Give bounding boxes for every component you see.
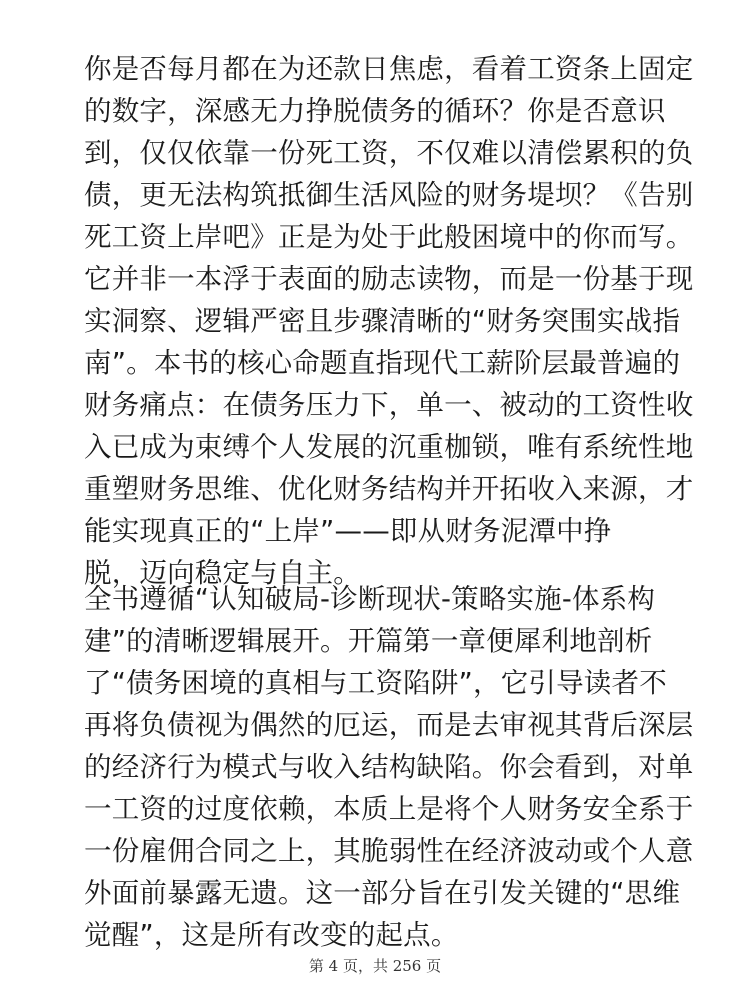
paragraph-line: 能实现真正的“上岸”——即从财务泥潭中挣	[84, 515, 612, 547]
paragraph-line: 的经济行为模式与收入结构缺陷。你会看到，对单	[84, 751, 694, 783]
paragraph-line: 了“债务困境的真相与工资陷阱”，它引导读者不	[84, 667, 667, 699]
paragraph-line: 脱，迈向稳定与自主。	[84, 557, 361, 589]
paragraph-line: 死工资上岸吧》正是为处于此般困境中的你而写。	[84, 221, 694, 253]
paragraph-line: 再将负债视为偶然的厄运，而是去审视其背后深层	[84, 709, 694, 741]
paragraph-line: 外面前暴露无遗。这一部分旨在引发关键的“思维	[84, 877, 681, 909]
paragraph-line: 你是否每月都在为还款日焦虑，看着工资条上固定	[84, 53, 694, 85]
paragraph-1	[84, 48, 694, 594]
paragraph-line: 重塑财务思维、优化财务结构并开拓收入来源，才	[84, 473, 694, 505]
paragraph-line: 入已成为束缚个人发展的沉重枷锁，唯有系统性地	[84, 431, 694, 463]
paragraph-line: 债，更无法构筑抵御生活风险的财务堤坝？《告别	[84, 179, 694, 211]
paragraph-line: 的数字，深感无力挣脱债务的循环？你是否意识	[84, 95, 666, 127]
paragraph-line: 南”。本书的核心命题直指现代工薪阶层最普遍的	[84, 347, 681, 379]
paragraph-line: 全书遵循“认知破局-诊断现状-策略实施-体系构	[84, 583, 656, 615]
paragraph-line: 一份雇佣合同之上，其脆弱性在经济波动或个人意	[84, 835, 694, 867]
paragraph-line: 实洞察、逻辑严密且步骤清晰的“财务突围实战指	[84, 305, 681, 337]
paragraph-line: 它并非一本浮于表面的励志读物，而是一份基于现	[84, 263, 694, 295]
paragraph-line: 到，仅仅依靠一份死工资，不仅难以清偿累积的负	[84, 137, 694, 169]
paragraph-line: 建”的清晰逻辑展开。开篇第一章便犀利地剖析	[84, 625, 653, 657]
paragraph-line: 一工资的过度依赖，本质上是将个人财务安全系于	[84, 793, 694, 825]
paragraph-line: 觉醒”，这是所有改变的起点。	[84, 919, 459, 951]
page-number: 第 4 页，共 256 页	[308, 957, 442, 975]
paragraph-2	[84, 578, 694, 956]
paragraph-line: 财务痛点：在债务压力下，单一、被动的工资性收	[84, 389, 694, 421]
